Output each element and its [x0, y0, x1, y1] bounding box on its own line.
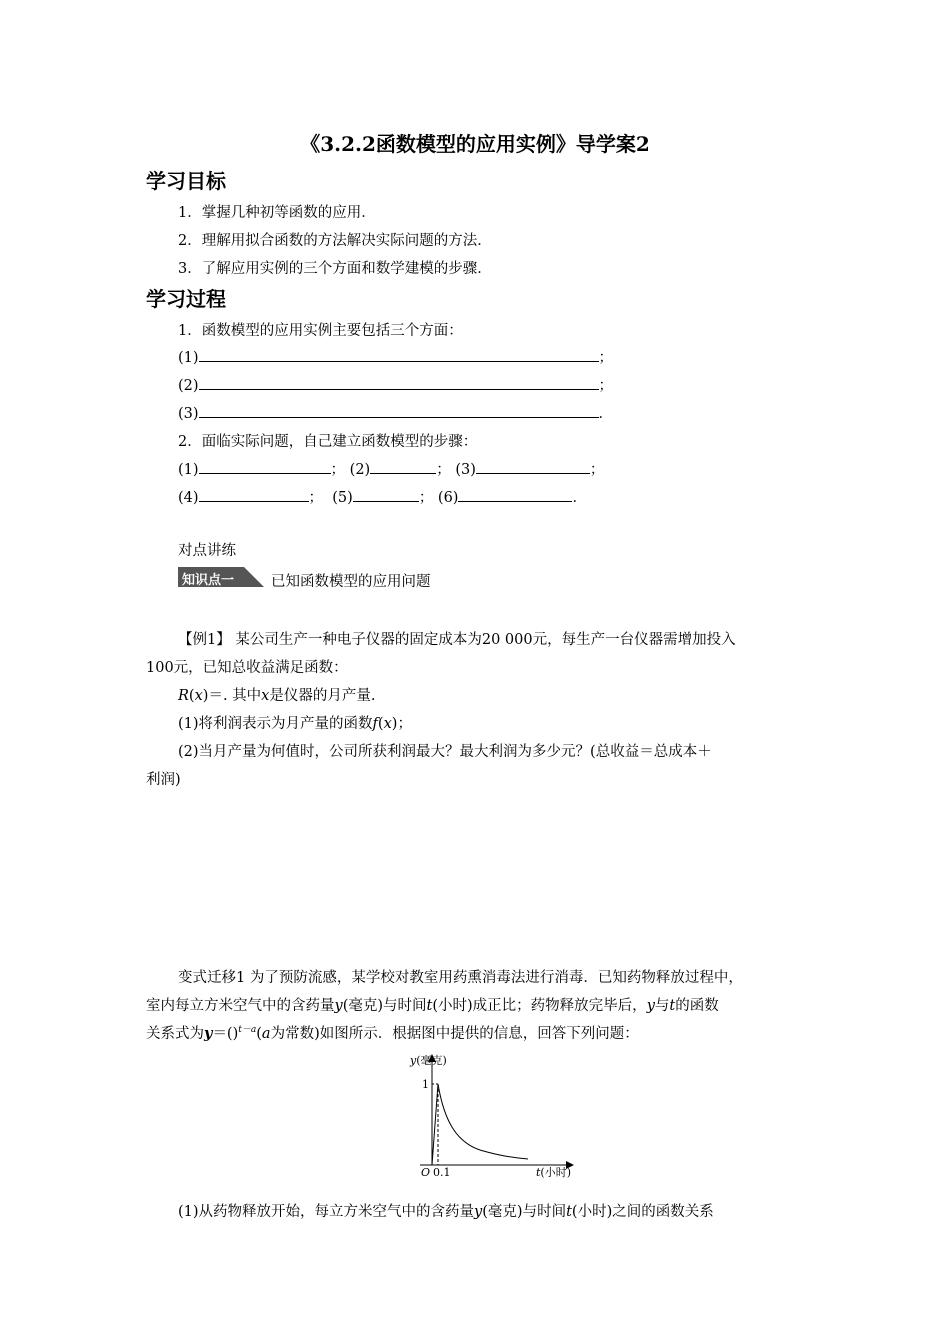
math-var: y: [646, 998, 655, 1014]
blank-line-2: [178, 374, 613, 395]
blank-end: ；: [436, 462, 451, 478]
goals-heading: 学习目标: [146, 169, 226, 193]
decay-graph: [400, 1050, 590, 1185]
text: (小时)成正比；药物释放完毕后，: [432, 998, 647, 1014]
blank-line-3: [178, 402, 613, 423]
text: (小时)之间的函数关系: [571, 1204, 714, 1220]
knowledge-topic: 已知函数模型的应用问题: [271, 574, 431, 590]
variant-1-line-2: [146, 994, 719, 1015]
blank-label: (1): [178, 350, 199, 366]
steps-row-1: [178, 458, 604, 479]
blank-end: ．: [598, 406, 614, 422]
answer-blank[interactable]: [199, 487, 309, 502]
math-var: t: [426, 998, 433, 1014]
blank-label: (3): [455, 462, 476, 478]
answer-blank[interactable]: [458, 487, 572, 502]
y-axis-label: y(毫克): [410, 1054, 447, 1067]
math-text: )＝. 其中: [202, 688, 262, 704]
blank-end: ．: [572, 490, 587, 506]
math-text: (: [377, 716, 384, 732]
example-1-line-1: [178, 628, 736, 649]
badge-label: 知识点一: [182, 573, 235, 588]
math-var: x: [194, 688, 203, 704]
text: (1)从药物释放开始，每立方米空气中的含药量: [178, 1204, 475, 1220]
blank-end: ；: [330, 462, 346, 478]
text: 的函数: [675, 998, 719, 1014]
answer-blank[interactable]: [199, 375, 599, 390]
variant-1-line-1: 变式迁移1 为了预防流感，某学校对教室用药熏消毒法进行消毒．已知药物释放过程中，: [178, 970, 743, 986]
math-text: 是仪器的月产量.: [269, 688, 376, 704]
text: 为常数)如图所示．根据图中提供的信息，回答下列问题：: [270, 1026, 639, 1042]
math-var: x: [383, 716, 392, 732]
decay-curve: [438, 1084, 528, 1159]
example-1-line-2: 100元，已知总收益满足函数：: [146, 660, 348, 676]
variant-1-line-3: [146, 1022, 639, 1043]
y-tick-label: 1: [422, 1078, 429, 1091]
example-1-part-1: [178, 712, 412, 733]
x-tick-label: 0.1: [433, 1166, 451, 1179]
steps-row-2: [178, 486, 587, 507]
example-1-part-2-cont: 利润): [146, 772, 181, 788]
blank-end: ；: [589, 462, 605, 478]
example-tag: 【例1】: [178, 632, 231, 648]
text: 与: [654, 998, 670, 1014]
goal-item: 1．掌握几种初等函数的应用．: [178, 205, 376, 221]
math-var: y: [474, 1204, 483, 1220]
text: ＝(): [212, 1026, 239, 1042]
text: (: [256, 1026, 262, 1042]
blank-label: (3): [178, 406, 199, 422]
x-axis-label: t(小时): [536, 1166, 572, 1179]
question-2: 2．面临实际问题，自己建立函数模型的步骤：: [178, 434, 478, 450]
rise-segment: [432, 1084, 438, 1165]
text: 室内每立方米空气中的含药量: [146, 998, 335, 1014]
variant-1-part-1: [178, 1200, 714, 1221]
process-heading: 学习过程: [146, 287, 226, 311]
blank-label: (6): [437, 490, 459, 506]
knowledge-point-badge: [178, 567, 264, 587]
part-text: (1)将利润表示为月产量的函数: [178, 716, 373, 732]
blank-end: ；: [308, 490, 324, 506]
blank-label: (2): [178, 378, 199, 394]
answer-blank[interactable]: [353, 487, 419, 502]
math-text: (: [188, 688, 195, 704]
math-var: R: [178, 688, 189, 704]
blank-end: ；: [418, 490, 434, 506]
math-var: y: [204, 1025, 213, 1042]
math-var: x: [261, 688, 270, 704]
practice-heading: 对点讲练: [178, 543, 236, 559]
answer-blank[interactable]: [370, 459, 436, 474]
origin-label: O: [421, 1166, 431, 1179]
document-title: 《3.2.2函数模型的应用实例》导学案2: [300, 132, 650, 156]
blank-label: (5): [332, 490, 353, 506]
answer-blank[interactable]: [199, 347, 599, 362]
goal-item: 2．理解用拟合函数的方法解决实际问题的方法．: [178, 233, 492, 249]
blank-end: ；: [598, 350, 614, 366]
example-text: 某公司生产一种电子仪器的固定成本为20 000元，每生产一台仪器需增加投入: [235, 632, 736, 648]
math-var: f: [372, 716, 378, 732]
math-var: a: [261, 1026, 271, 1042]
math-var: y: [334, 998, 343, 1014]
text: (毫克)与时间: [482, 1204, 567, 1220]
blank-label: (4): [178, 490, 199, 506]
math-text: )；: [391, 716, 412, 732]
answer-blank[interactable]: [199, 403, 599, 418]
answer-blank[interactable]: [199, 459, 331, 474]
example-1-line-3: [178, 684, 375, 705]
exponent: t－a: [238, 1025, 257, 1036]
answer-blank[interactable]: [476, 459, 590, 474]
blank-label: (1): [178, 462, 199, 478]
blank-label: (2): [349, 462, 371, 478]
math-var: t: [669, 998, 676, 1014]
text: (毫克)与时间: [342, 998, 427, 1014]
goal-item: 3．了解应用实例的三个方面和数学建模的步骤．: [178, 261, 492, 277]
blank-end: ；: [598, 378, 614, 394]
math-var: t: [566, 1204, 572, 1220]
example-1-part-2: (2)当月产量为何值时，公司所获利润最大？最大利润为多少元？(总收益＝总成本＋: [178, 744, 712, 760]
text: 关系式为: [146, 1026, 204, 1042]
blank-line-1: [178, 346, 613, 367]
question-1: 1．函数模型的应用实例主要包括三个方面：: [178, 323, 463, 339]
